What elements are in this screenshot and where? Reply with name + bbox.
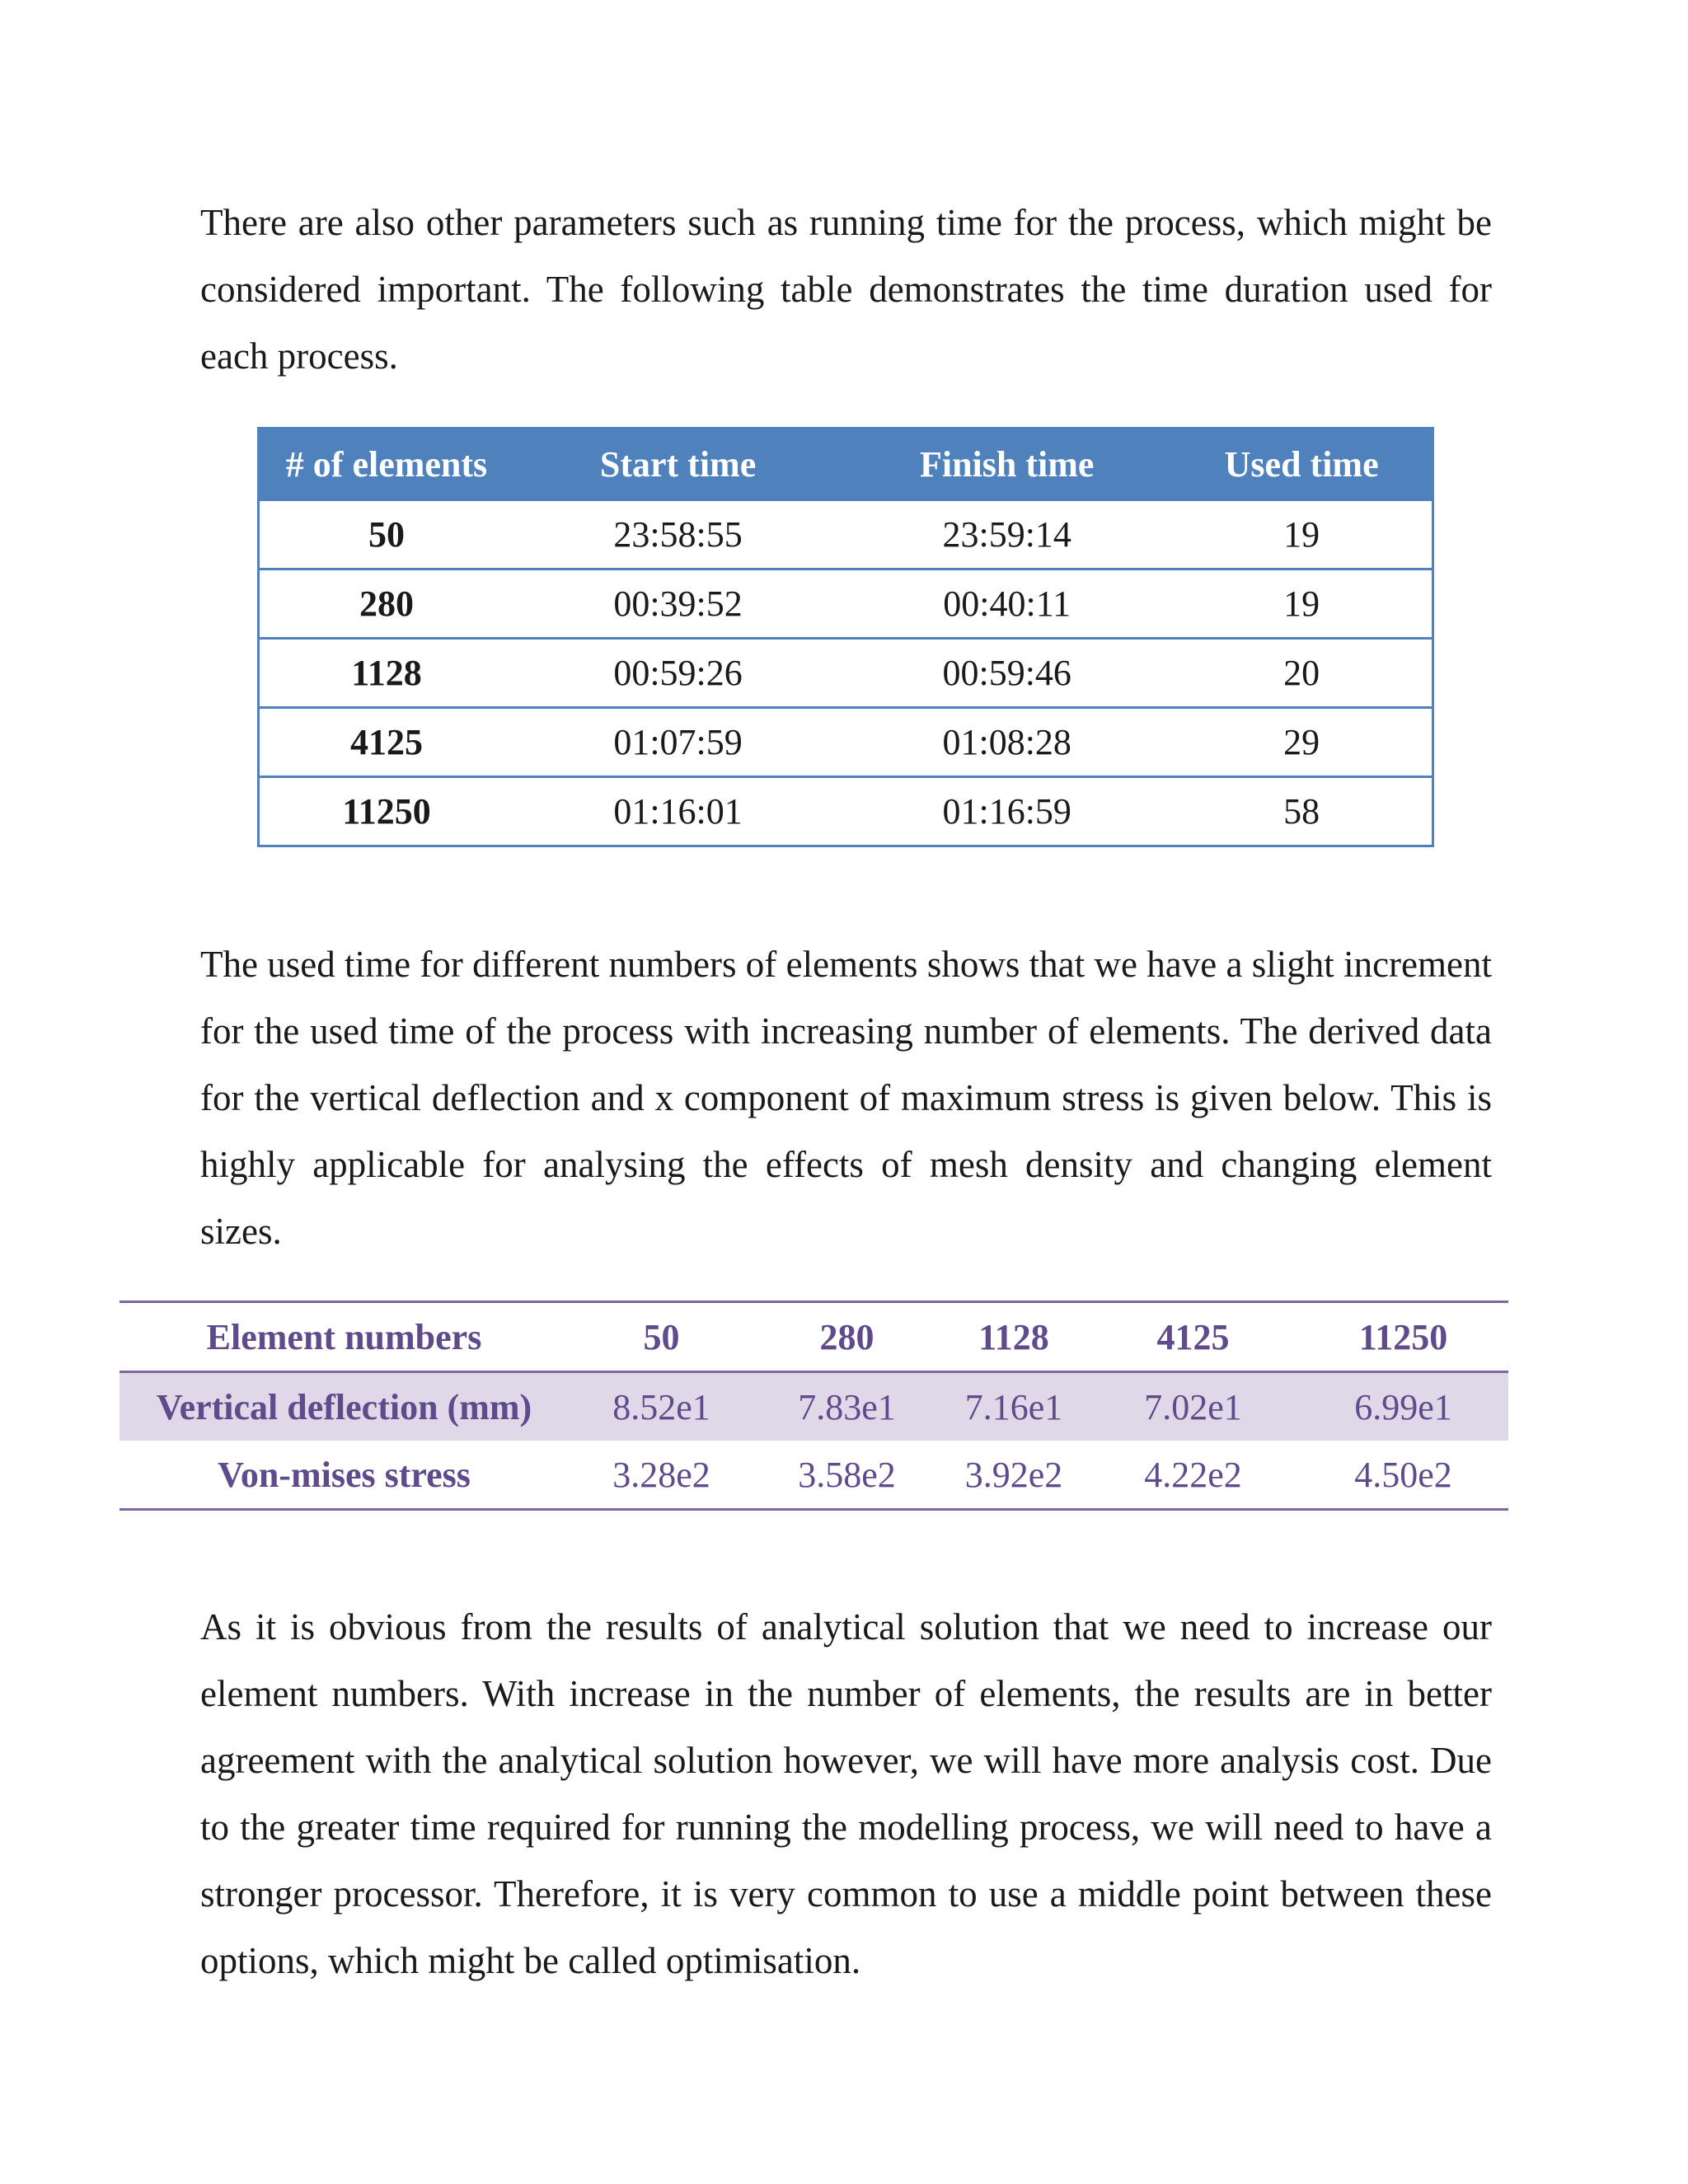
- cell-elements: 1128: [259, 639, 513, 708]
- header-element-numbers: Element numbers: [120, 1302, 569, 1372]
- cell-elements: 50: [259, 500, 513, 569]
- cell-used-time: 20: [1171, 639, 1432, 708]
- row-label-von-mises-stress: Von-mises stress: [218, 1454, 471, 1495]
- header-280: 280: [754, 1302, 940, 1372]
- header-50: 50: [569, 1302, 754, 1372]
- cell-value: 6.99e1: [1298, 1372, 1508, 1441]
- cell-used-time: 29: [1171, 708, 1432, 777]
- header-used-time: Used time: [1171, 429, 1432, 500]
- header-elements: # of elements: [259, 429, 513, 500]
- cell-finish-time: 01:16:59: [842, 777, 1171, 846]
- cell-start-time: 00:39:52: [513, 569, 842, 639]
- cell-value: 8.52e1: [569, 1372, 754, 1441]
- header-11250: 11250: [1298, 1302, 1508, 1372]
- cell-start-time: 23:58:55: [513, 500, 842, 569]
- cell-used-time: 19: [1171, 500, 1432, 569]
- cell-value: 7.02e1: [1088, 1372, 1298, 1441]
- cell-value: 3.28e2: [612, 1454, 710, 1495]
- cell-value: 4.22e2: [1144, 1454, 1242, 1495]
- cell-used-time: 19: [1171, 569, 1432, 639]
- cell-finish-time: 00:40:11: [842, 569, 1171, 639]
- paragraph-intro: There are also other parameters such as running time for the process, which might be considered important. The following table demonstrates the time duration used for each process.: [200, 202, 1492, 377]
- cell-start-time: 01:16:01: [513, 777, 842, 846]
- paragraph-conclusion: As it is obvious from the results of analytical solution that we need to increase our element numbers. With increase in the number of elements, the results are in better agreement with the analytical solution however, we will have more analysis cost. Due to the greater time required for running the modelling process, we will need to have a stronger processor. Therefore, it is very common to use a middle point between these options, which might be called optimisation.: [200, 1606, 1492, 1981]
- time-table: [257, 427, 1434, 847]
- header-finish-time: Finish time: [842, 429, 1171, 500]
- cell-elements: 4125: [259, 708, 513, 777]
- cell-finish-time: 00:59:46: [842, 639, 1171, 708]
- cell-value: 7.83e1: [754, 1372, 940, 1441]
- table-row: [259, 500, 1433, 569]
- row-label-vertical-deflection: Vertical deflection (mm): [120, 1372, 569, 1441]
- table-row: [259, 569, 1433, 639]
- cell-start-time: 01:07:59: [513, 708, 842, 777]
- cell-start-time: 00:59:26: [513, 639, 842, 708]
- table-row: [259, 777, 1433, 846]
- cell-used-time: 58: [1171, 777, 1432, 846]
- header-start-time: Start time: [513, 429, 842, 500]
- cell-finish-time: 01:08:28: [842, 708, 1171, 777]
- result-table: [120, 1301, 1508, 1511]
- header-4125: 4125: [1088, 1302, 1298, 1372]
- cell-elements: 280: [259, 569, 513, 639]
- cell-elements: 11250: [259, 777, 513, 846]
- time-table-header-row: [259, 429, 1433, 500]
- table-row: [259, 708, 1433, 777]
- cell-finish-time: 23:59:14: [842, 500, 1171, 569]
- cell-value: 4.50e2: [1354, 1454, 1452, 1495]
- result-table-header-row: [120, 1302, 1508, 1372]
- table-row: [120, 1441, 1508, 1510]
- cell-value: 3.58e2: [798, 1454, 896, 1495]
- cell-value: 7.16e1: [940, 1372, 1088, 1441]
- table-row: [120, 1372, 1508, 1441]
- table-row: [259, 639, 1433, 708]
- header-1128: 1128: [940, 1302, 1088, 1372]
- cell-value: 3.92e2: [964, 1454, 1063, 1495]
- paragraph-analysis: The used time for different numbers of elements shows that we have a slight increment for the used time of the process with increasing number of elements. The derived data for the vertical deflection and x component of maximum stress is given below. This is highly applicable for analysing the effects of mesh density and changing element sizes.: [200, 944, 1492, 1252]
